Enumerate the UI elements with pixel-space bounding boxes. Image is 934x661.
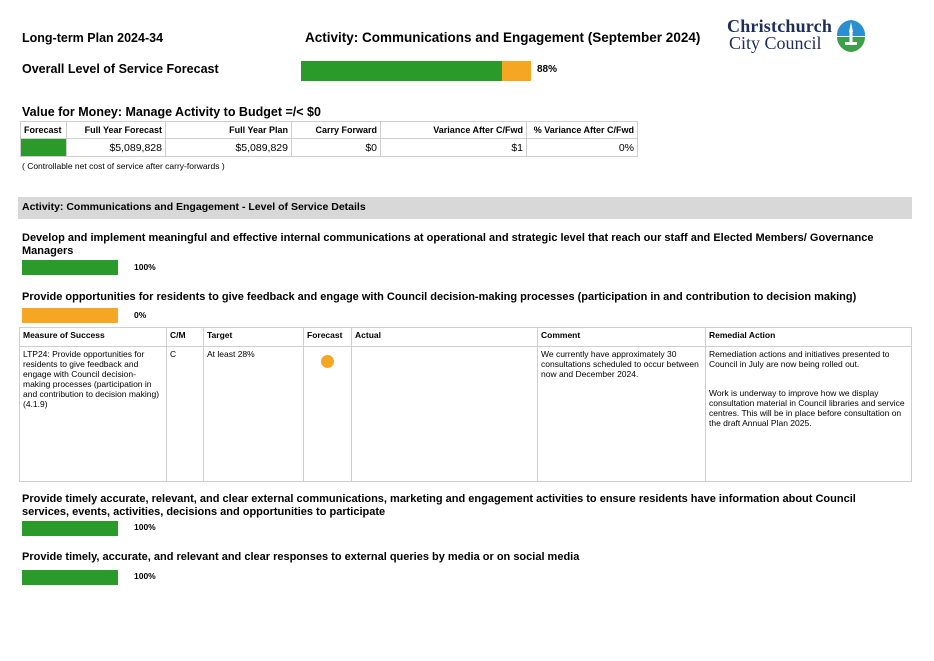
finance-table — [20, 121, 638, 157]
overall-bar-green — [301, 61, 504, 81]
overall-percent: 88% — [537, 64, 558, 75]
los-2-percent: 0% — [134, 310, 147, 320]
los-1-percent: 100% — [134, 262, 156, 272]
col-forecast: Forecast — [21, 122, 67, 139]
measure-row — [20, 347, 912, 482]
los-1-text: Develop and implement meaningful and effective internal communications at operational and strategic level that reach our staff and Elected Members/ Governance Managers — [22, 232, 874, 257]
remedial-text-2: Work is underway to improve how we display consultation material in Council libraries and service centres. This will be in place before consultation on the draft Annual Plan 2025. — [709, 388, 905, 428]
actual-value — [352, 347, 538, 482]
los-2-text: Provide opportunities for residents to give feedback and engage with Council decision-making processes (participation in and contribution to decision making) — [22, 291, 857, 303]
forecast-cell — [304, 347, 352, 482]
measure-header-row — [20, 328, 912, 347]
col-actual: Actual — [352, 328, 538, 347]
logo-line-2: City Council — [729, 33, 822, 53]
logo-line-1: Christchurch — [727, 16, 833, 36]
finance-note: ( Controllable net cost of service after carry-forwards ) — [22, 161, 225, 171]
section-title: Activity: Communications and Engagement - Level of Service Details — [22, 201, 366, 213]
overall-label: Overall Level of Service Forecast — [22, 62, 219, 76]
remedial-cell — [706, 347, 912, 482]
los-4-bar — [22, 570, 118, 585]
col-remedial: Remedial Action — [706, 328, 912, 347]
col-target: Target — [204, 328, 304, 347]
activity-title: Activity: Communications and Engagement (September 2024) — [305, 30, 701, 45]
cathedral-icon — [835, 18, 867, 52]
col-variance: Variance After C/Fwd — [381, 122, 527, 139]
vfm-title: Value for Money: Manage Activity to Budget =/< $0 — [22, 105, 321, 119]
finance-header-row — [21, 122, 638, 139]
full-year-plan: $5,089,829 — [166, 139, 292, 157]
forecast-status-cell — [21, 139, 67, 157]
los-2-bar — [22, 308, 118, 323]
variance-pct: 0% — [527, 139, 638, 157]
los-4-percent: 100% — [134, 571, 156, 581]
measure-text: LTP24: Provide opportunities for residents to give feedback and engage with Council decision-making processes (participation in and contribution to decision making) (4.1.9) — [20, 347, 167, 482]
col-full-year-plan: Full Year Plan — [166, 122, 292, 139]
comment-text: We currently have approximately 30 consultations scheduled to occur between now and December 2024. — [538, 347, 706, 482]
target-value: At least 28% — [204, 347, 304, 482]
variance: $1 — [381, 139, 527, 157]
forecast-status-dot — [321, 355, 334, 368]
remedial-text-1: Remediation actions and initiatives presented to Council in July are now being rolled out. — [709, 349, 890, 369]
col-full-year-forecast: Full Year Forecast — [67, 122, 166, 139]
col-variance-pct: % Variance After C/Fwd — [527, 122, 638, 139]
cm-value: C — [167, 347, 204, 482]
council-logo — [727, 18, 867, 58]
measure-table — [19, 327, 912, 482]
overall-bar-orange — [502, 61, 531, 81]
los-3-text: Provide timely accurate, relevant, and clear external communications, marketing and engagement activities to ensure residents have information about Council services, events, activities, decisions and opportunities to participate — [22, 493, 856, 518]
los-3-percent: 100% — [134, 522, 156, 532]
col-comment: Comment — [538, 328, 706, 347]
col-carry-forward: Carry Forward — [292, 122, 381, 139]
finance-row — [21, 139, 638, 157]
carry-forward: $0 — [292, 139, 381, 157]
los-1-bar — [22, 260, 118, 275]
plan-title: Long-term Plan 2024-34 — [22, 31, 164, 45]
col-measure: Measure of Success — [20, 328, 167, 347]
los-3-bar — [22, 521, 118, 536]
los-4-text: Provide timely, accurate, and relevant and clear responses to external queries by media or on social media — [22, 551, 580, 563]
col-forecast: Forecast — [304, 328, 352, 347]
col-cm: C/M — [167, 328, 204, 347]
full-year-forecast: $5,089,828 — [67, 139, 166, 157]
section-header — [18, 197, 912, 219]
